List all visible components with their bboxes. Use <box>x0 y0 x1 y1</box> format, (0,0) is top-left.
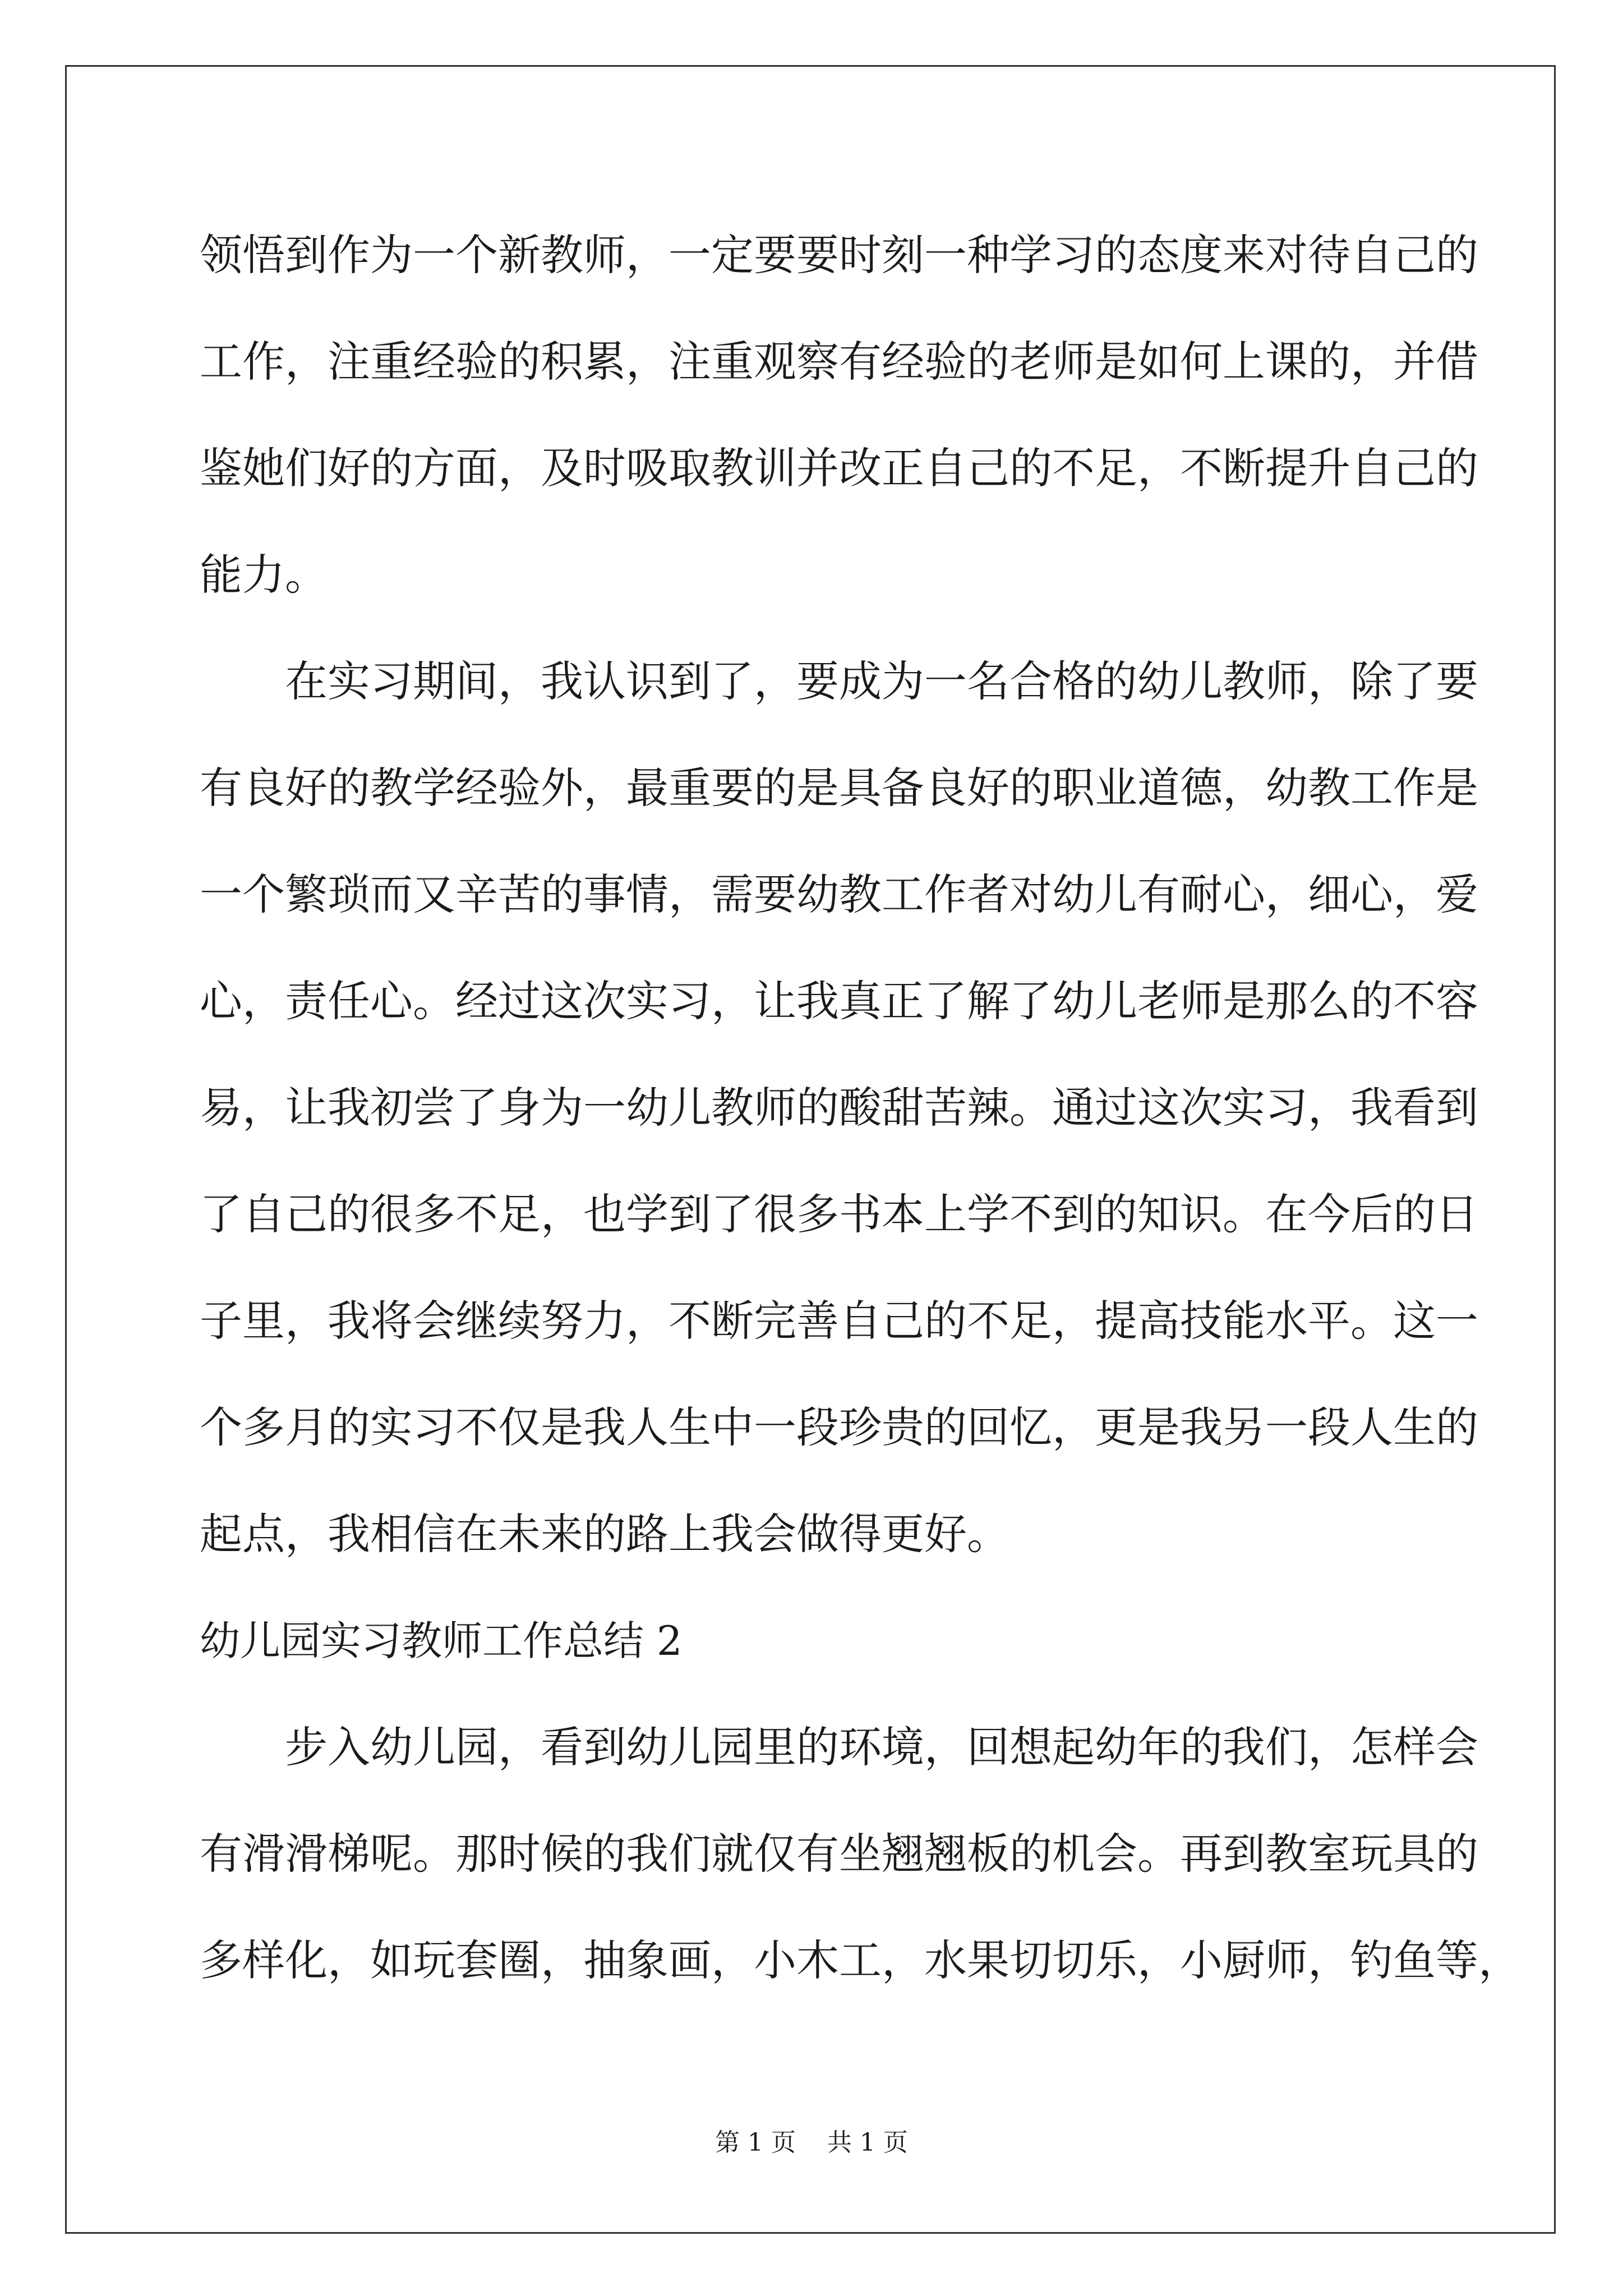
text-line: 心，责任心。经过这次实习，让我真正了解了幼儿老师是那么的不容 <box>200 976 1478 1026</box>
text-line: 有滑滑梯呢。那时候的我们就仅有坐翘翘板的机会。再到教室玩具的 <box>200 1829 1478 1879</box>
text-line: 领悟到作为一个新教师，一定要要时刻一种学习的态度来对待自己的 <box>200 230 1478 280</box>
section-title: 幼儿园实习教师工作总结 2 <box>200 1617 683 1664</box>
text-line: 起点，我相信在未来的路上我会做得更好。 <box>200 1509 1009 1559</box>
text-line: 有良好的教学经验外，最重要的是具备良好的职业道德，幼教工作是 <box>200 763 1478 813</box>
text-line: 了自己的很多不足，也学到了很多书本上学不到的知识。在今后的日 <box>200 1189 1478 1239</box>
text-line: 鉴她们好的方面，及时吸取教训并改正自己的不足，不断提升自己的 <box>200 443 1478 493</box>
text-line: 能力。 <box>200 550 328 600</box>
paragraph-1 <box>200 202 1478 628</box>
document-body <box>200 202 1521 2014</box>
text-line: 工作，注重经验的积累，注重观察有经验的老师是如何上课的，并借 <box>200 337 1478 386</box>
page-footer: 第 1 页 共 1 页 <box>715 2128 908 2157</box>
text-line: 易，让我初尝了身为一幼儿教师的酸甜苦辣。通过这次实习，我看到 <box>200 1083 1478 1133</box>
text-line: 子里，我将会继续努力，不断完善自己的不足，提高技能水平。这一 <box>200 1296 1478 1346</box>
text-line: 在实习期间，我认识到了，要成为一名合格的幼儿教师，除了要 <box>285 656 1478 706</box>
text-line: 多样化，如玩套圈，抽象画，小木工，水果切切乐，小厨师，钓鱼等， <box>200 1935 1521 1985</box>
paragraph-2 <box>200 628 1478 1588</box>
text-line: 步入幼儿园，看到幼儿园里的环境，回想起幼年的我们，怎样会 <box>285 1722 1478 1772</box>
text-line: 个多月的实习不仅是我人生中一段珍贵的回忆，更是我另一段人生的 <box>200 1402 1478 1452</box>
paragraph-3 <box>200 1694 1521 2014</box>
text-line: 一个繁琐而又辛苦的事情，需要幼教工作者对幼儿有耐心，细心，爱 <box>200 869 1478 919</box>
